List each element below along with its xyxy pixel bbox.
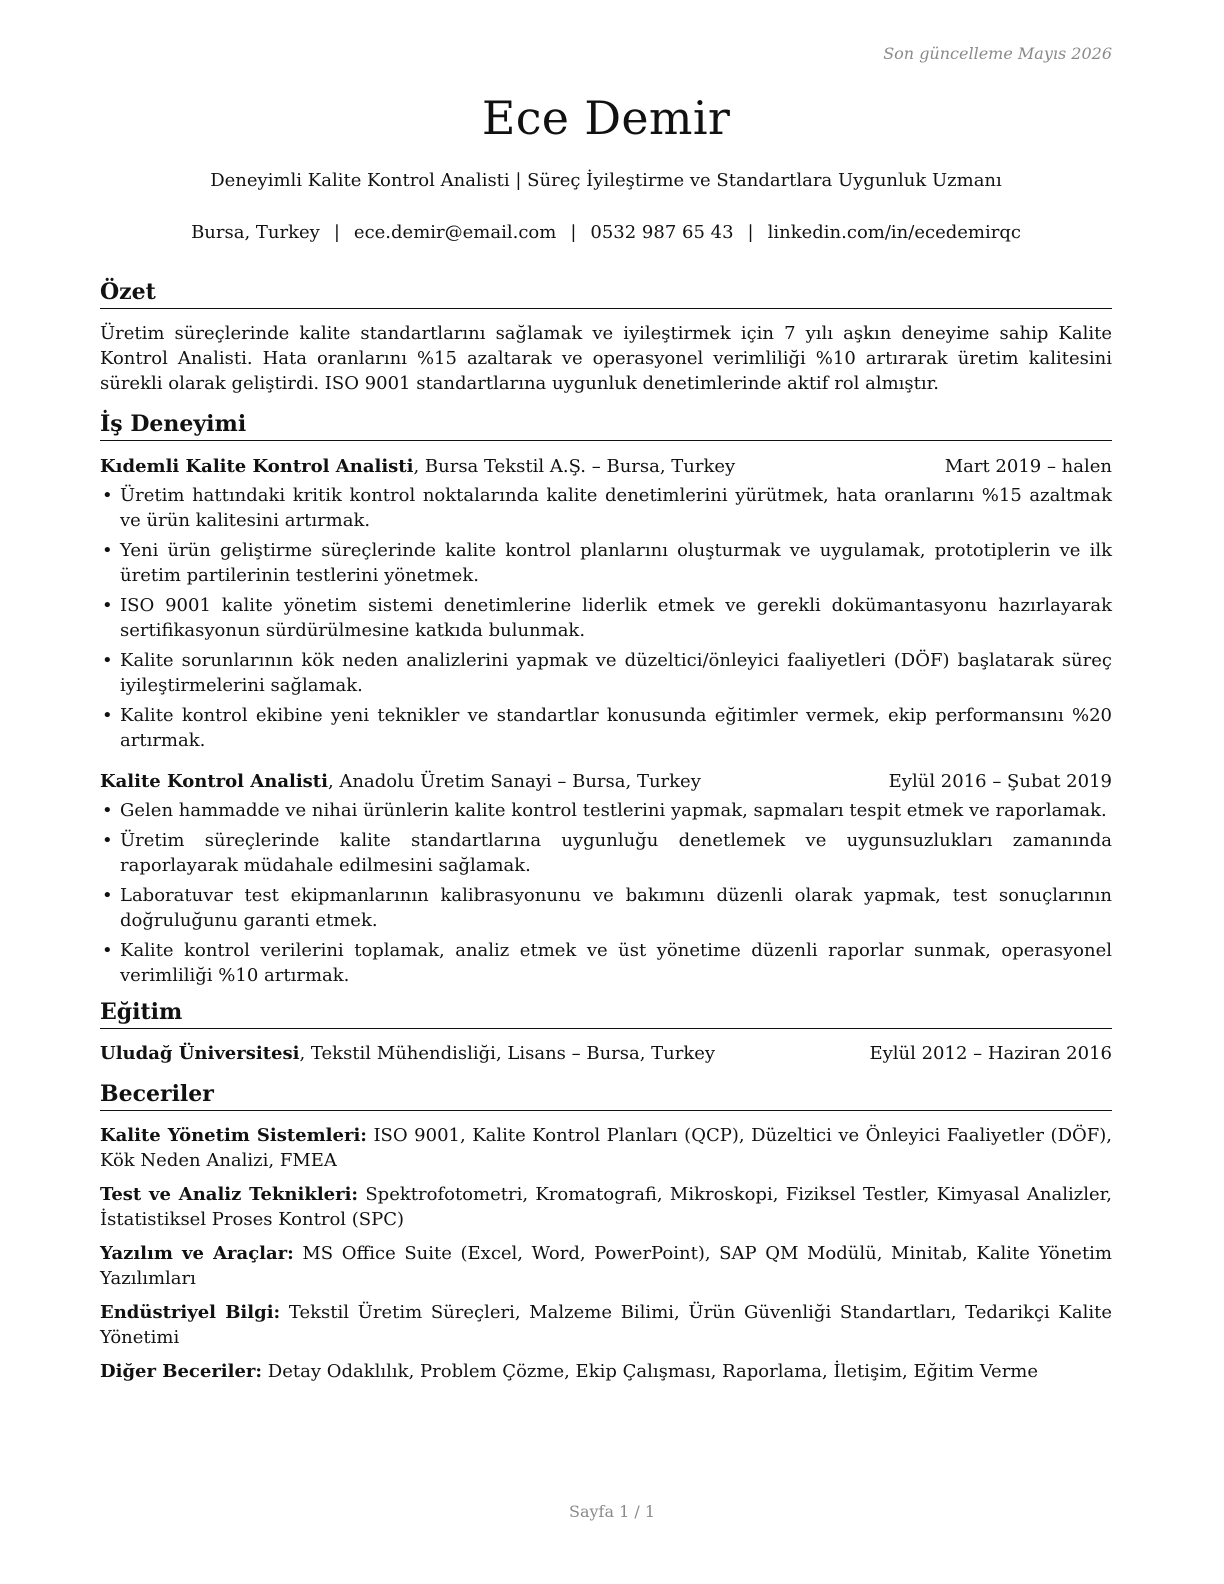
skill-label: Diğer Beceriler:	[100, 1361, 263, 1382]
job-bullets	[100, 798, 1112, 988]
job-bullet: • Laboratuvar test ekipmanlarının kalibrasyonunu ve bakımını düzenli olarak yapmak, test sonuçlarının doğruluğunu garanti etmek.	[100, 883, 1112, 933]
contact-line	[100, 222, 1112, 244]
contact-linkedin[interactable]: linkedin.com/in/ecedemirqc	[767, 222, 1021, 243]
skill-value: Tekstil Üretim Süreçleri, Malzeme Bilimi, Ürün Güvenliği Standartları, Tedarikçi Kalite Yönetimi	[100, 1302, 1112, 1348]
skill-value: Detay Odaklılık, Problem Çözme, Ekip Çalışması, Raporlama, İletişim, Eğitim Verme	[262, 1361, 1039, 1382]
job-header	[100, 454, 1112, 479]
skill-label: Endüstriyel Bilgi:	[100, 1302, 281, 1323]
job-bullet: • Üretim hattındaki kritik kontrol noktalarında kalite denetimlerini yürütmek, hata oranlarını %15 azaltmak ve ürün kalitesini artırmak.	[100, 483, 1112, 533]
skill-value: Spektrofotometri, Kromatografi, Mikroskopi, Fiziksel Testler, Kimyasal Analizler, İstatistiksel Proses Kontrol (SPC)	[100, 1184, 1112, 1230]
contact-email[interactable]: ece.demir@email.com	[353, 222, 557, 243]
education-section	[100, 998, 1112, 1066]
education-detail: , Tekstil Mühendisliği, Lisans – Bursa, Turkey	[299, 1043, 716, 1064]
section-title-summary: Özet	[100, 278, 1112, 309]
skill-row	[100, 1123, 1112, 1173]
education-school: Uludağ Üniversitesi	[100, 1043, 300, 1064]
job-bullet: • Gelen hammadde ve nihai ürünlerin kalite kontrol testlerini yapmak, sapmaları tespit etmek ve raporlamak.	[100, 798, 1112, 823]
last-updated-note: Son güncelleme Mayıs 2026	[883, 44, 1112, 63]
contact-separator: |	[747, 222, 754, 243]
skill-row	[100, 1182, 1112, 1232]
skill-value: ISO 9001, Kalite Kontrol Planları (QCP), Düzeltici ve Önleyici Faaliyetler (DÖF), Kök Neden Analizi, FMEA	[100, 1125, 1112, 1171]
job-bullet: • Yeni ürün geliştirme süreçlerinde kalite kontrol planlarını oluşturmak ve uygulamak, prototiplerin ve ilk üretim partilerinin testlerini yönetmek.	[100, 538, 1112, 588]
headline: Deneyimli Kalite Kontrol Analisti | Süreç İyileştirme ve Standartlara Uygunluk Uzmanı	[210, 170, 1002, 191]
job-title-line	[100, 769, 701, 794]
job-dates: Eylül 2016 – Şubat 2019	[888, 771, 1112, 792]
candidate-name: Ece Demir	[481, 91, 731, 145]
job-bullet: • ISO 9001 kalite yönetim sistemi denetimlerine liderlik etmek ve gerekli dokümantasyonu hazırlayarak sertifikasyonun sürdürülmesine katkıda bulunmak.	[100, 593, 1112, 643]
job-bullet: • Kalite kontrol ekibine yeni teknikler ve standartlar konusunda eğitimler vermek, ekip performansını %20 artırmak.	[100, 703, 1112, 753]
summary-text: Üretim süreçlerinde kalite standartlarını sağlamak ve iyileştirmek için 7 yılı aşkın deneyime sahip Kalite Kontrol Analisti. Hata oranlarını %15 azaltarak ve operasyonel verimliliği %10 artırarak üretim kalitesini sürekli olarak geliştirdi. ISO 9001 standartlarına uygunluk denetimlerinde aktif rol almıştır.	[100, 323, 1112, 394]
skill-label: Yazılım ve Araçlar:	[100, 1243, 294, 1264]
skill-row	[100, 1359, 1112, 1384]
job-dates: Mart 2019 – halen	[944, 456, 1112, 477]
job-role: Kıdemli Kalite Kontrol Analisti	[100, 456, 414, 477]
page-number-footer: Sayfa 1 / 1	[568, 1502, 655, 1521]
education-line	[100, 1041, 715, 1066]
education-dates: Eylül 2012 – Haziran 2016	[869, 1043, 1112, 1064]
skill-label: Kalite Yönetim Sistemleri:	[100, 1125, 367, 1146]
job-org: , Bursa Tekstil A.Ş. – Bursa, Turkey	[413, 456, 736, 477]
section-title-experience: İş Deneyimi	[100, 410, 1112, 441]
section-title-skills: Beceriler	[100, 1080, 1112, 1111]
experience-section	[100, 410, 1112, 988]
skill-row	[100, 1300, 1112, 1350]
education-entry	[100, 1041, 1112, 1066]
job-bullet: • Kalite kontrol verilerini toplamak, analiz etmek ve üst yönetime düzenli raporlar sunmak, operasyonel verimliliği %10 artırmak.	[100, 938, 1112, 988]
job-title-line	[100, 454, 735, 479]
job-org: , Anadolu Üretim Sanayi – Bursa, Turkey	[327, 771, 701, 792]
section-title-education: Eğitim	[100, 998, 1112, 1029]
job-role: Kalite Kontrol Analisti	[100, 771, 328, 792]
contact-separator: |	[333, 222, 340, 243]
job-bullet: • Kalite sorunlarının kök neden analizlerini yapmak ve düzeltici/önleyici faaliyetleri (DÖF) başlatarak süreç iyileştirmelerini sağlamak.	[100, 648, 1112, 698]
job-bullet: • Üretim süreçlerinde kalite standartlarına uygunluğu denetlemek ve uygunsuzlukları zamanında raporlayarak müdahale edilmesini sağlamak.	[100, 828, 1112, 878]
skill-value: MS Office Suite (Excel, Word, PowerPoint), SAP QM Modülü, Minitab, Kalite Yönetim Yazılımları	[100, 1243, 1112, 1289]
contact-location: Bursa, Turkey	[191, 222, 320, 243]
contact-separator: |	[570, 222, 577, 243]
skill-row	[100, 1241, 1112, 1291]
skills-section	[100, 1080, 1112, 1384]
job-bullets	[100, 483, 1112, 753]
skills-list	[100, 1123, 1112, 1384]
job-header	[100, 769, 1112, 794]
job-entry	[100, 769, 1112, 988]
job-entry	[100, 454, 1112, 753]
skill-label: Test ve Analiz Teknikleri:	[100, 1184, 359, 1205]
summary-section	[100, 278, 1112, 396]
contact-phone[interactable]: 0532 987 65 43	[590, 222, 734, 243]
